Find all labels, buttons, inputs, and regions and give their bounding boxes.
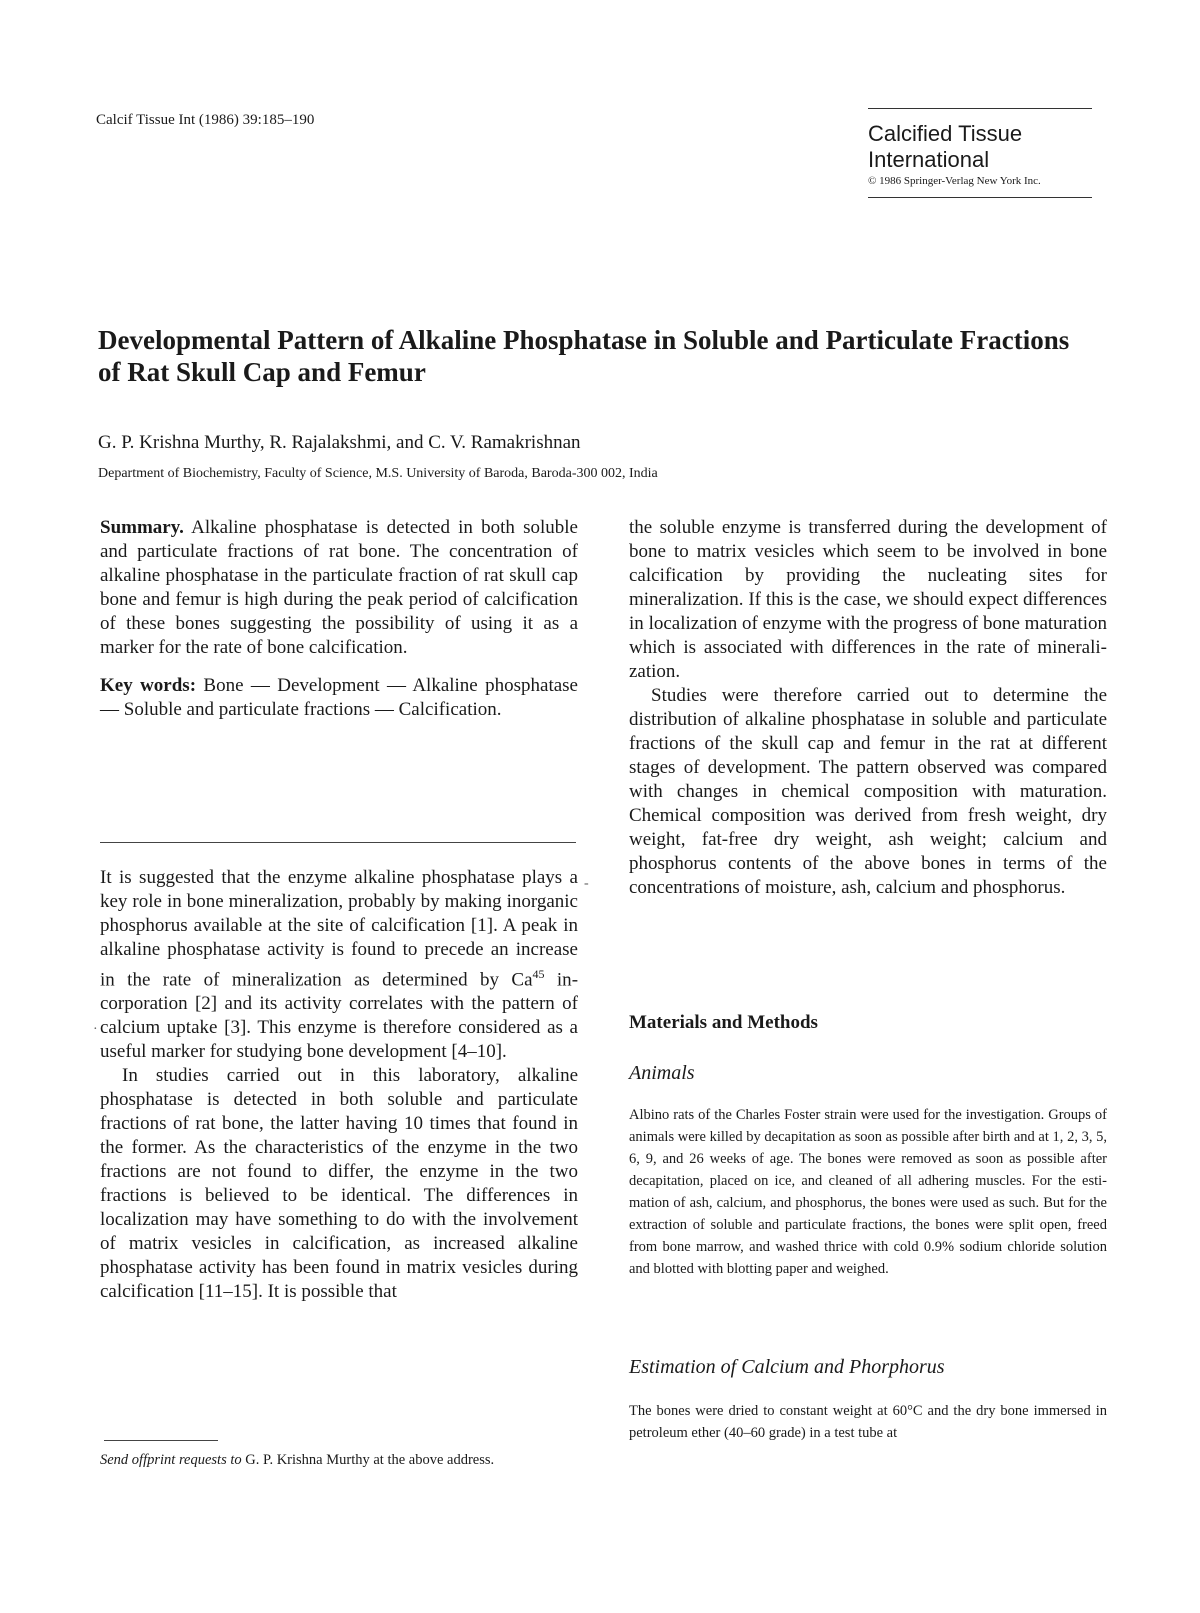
animals-heading: Animals bbox=[629, 1062, 695, 1084]
journal-masthead bbox=[868, 108, 1092, 198]
animals-paragraph: Albino rats of the Charles Foster strain were used for the investigation. Groups of animals were killed by decapitation as soon as possible after birth and at 1, 2, 3, 5, 6, 9, and 26 weeks of age. The bones were removed as soon as possible after decapitation, placed on ice, and cleaned of all adhering muscles. For the estimation of ash, calcium, and phosphorus, the bones were used as such. But for the extraction of soluble and particulate fractions, the bones were split open, freed from bone marrow, and washed thrice with cold 0.9% sodium chloride solution and blotted with blotting paper and weighed. bbox=[629, 1107, 1107, 1277]
keywords-paragraph bbox=[100, 674, 578, 722]
intro-p1-part-a: It is suggested that the enzyme alkaline phosphatase plays a key role in bone mineralization, probably by making inorganic phosphorus available at the site of calcification [1]. A peak in alkaline phosphatase activity is found to precede an increase in the rate of mineralization as determined by Ca bbox=[100, 867, 578, 991]
introduction-left bbox=[100, 866, 578, 1304]
section-divider bbox=[100, 842, 576, 843]
summary-section bbox=[100, 516, 578, 722]
journal-citation: Calcif Tissue Int (1986) 39:185–190 bbox=[96, 112, 315, 128]
isotope-superscript: 45 bbox=[532, 967, 545, 981]
keywords-text: Bone — Development — Alkaline phosphatase — Soluble and particulate fractions — Calcification. bbox=[100, 675, 578, 720]
keywords-label: Key words: bbox=[100, 675, 197, 696]
summary-text: Alkaline phosphatase is detected in both soluble and particulate fractions of rat bone. The concentration of alkaline phosphatase in the particulate fraction of rat skull cap bone and femur is high during the peak period of calcification of these bones suggesting the possibility of using it as a marker for the rate of bone calcification. bbox=[100, 517, 578, 658]
masthead-top-rule bbox=[868, 108, 1092, 109]
footnote-italic: Send offprint requests to bbox=[100, 1452, 242, 1468]
intro-paragraph-1 bbox=[100, 866, 578, 1064]
summary-paragraph bbox=[100, 516, 578, 660]
intro-p1-part-b: incorporation [2] and its activity correlates with the pattern of calcium uptake [3]. This enzyme is therefore considered as a useful marker for studying bone development [4–10]. bbox=[100, 969, 579, 1063]
journal-name-line2: International bbox=[868, 147, 990, 172]
summary-label: Summary. bbox=[100, 517, 184, 538]
intro-paragraph-2: In studies carried out in this laboratory, alkaline phosphatase is detected in both soluble and particulate fractions of rat bone, the latter having 10 times that found in the former. As the characteristics of the enzyme in the two fractions are not found to differ, the enzyme in the two fractions is believed to be identical. The differences in localization may have something to do with the involvement of matrix vesicles in calcification, as increased alkaline phosphatase activity has been found in matrix vesicles during calcification [11–15]. It is possible that bbox=[100, 1065, 578, 1303]
journal-name-line1: Calcified Tissue bbox=[868, 121, 1023, 146]
estimation-heading: Estimation of Calcium and Phorphorus bbox=[629, 1356, 945, 1378]
masthead-bottom-rule bbox=[868, 197, 1092, 198]
author-affiliation: Department of Biochemistry, Faculty of Science, M.S. University of Baroda, Baroda-300 002, India bbox=[98, 466, 658, 481]
intro-paragraph-4: Studies were therefore carried out to determine the distribution of alkaline phosphatase in soluble and particulate fractions of the skull cap and femur in the rat at different stages of development. The pattern observed was compared with changes in chemical composition with maturation. Chemical composition was derived from fresh weight, dry weight, fat-free dry weight, ash weight; calcium and phosphorus contents of the above bones in terms of the concentrations of moisture, ash, calcium and phosphorus. bbox=[629, 685, 1107, 898]
margin-tick-left: · bbox=[93, 1022, 98, 1037]
article-title: Developmental Pattern of Alkaline Phosphatase in Soluble and Particulate Fractions of Rat Skull Cap and Femur bbox=[98, 325, 1070, 387]
introduction-right bbox=[629, 516, 1107, 900]
margin-tick-right: - bbox=[584, 876, 589, 891]
intro-paragraph-3: the soluble enzyme is transferred during the development of bone to matrix vesicles which seem to be involved in bone calcification by providing the nucleating sites for mineralization. If this is the case, we should expect differences in localization of enzyme with the progress of bone maturation which is associated with differences in the rate of mineralization. bbox=[629, 517, 1107, 682]
footnote bbox=[100, 1450, 578, 1471]
copyright-notice: © 1986 Springer-Verlag New York Inc. bbox=[868, 175, 1041, 187]
footnote-rule bbox=[104, 1440, 218, 1441]
author-list: G. P. Krishna Murthy, R. Rajalakshmi, and C. V. Ramakrishnan bbox=[98, 432, 581, 453]
estimation-paragraph: The bones were dried to constant weight at 60°C and the dry bone immersed in petroleum ether (40–60 grade) in a test tube at bbox=[629, 1403, 1107, 1441]
methods-heading: Materials and Methods bbox=[629, 1012, 818, 1033]
footnote-text: G. P. Krishna Murthy at the above address. bbox=[241, 1452, 495, 1468]
